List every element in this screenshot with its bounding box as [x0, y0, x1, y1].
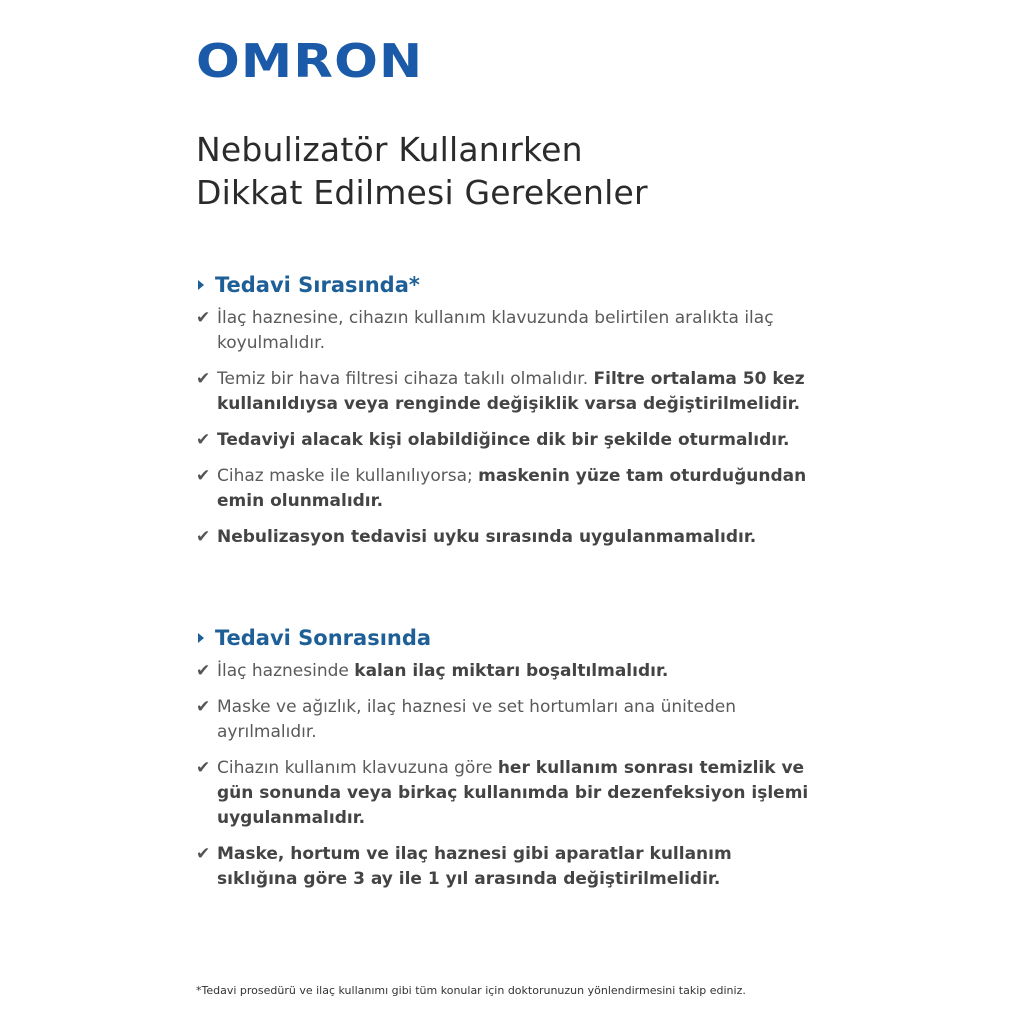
list-item — [196, 842, 836, 892]
item-text-bold: her kullanım sonrası temizlik ve gün sonunda veya birkaç kullanımda bir dezenfeksiyon işlemi uygulanmalıdır. — [217, 758, 809, 828]
section-heading — [196, 625, 836, 651]
item-text-normal: İlaç haznesine, cihazın kullanım klavuzunda belirtilen aralıkta ilaç koyulmalıdır. — [217, 308, 774, 353]
checkmark-icon: ✔ — [196, 308, 211, 328]
checkmark-icon: ✔ — [196, 661, 211, 681]
section-heading-label: Tedavi Sonrasında — [215, 626, 432, 650]
section-during-treatment — [196, 272, 836, 561]
checkmark-icon: ✔ — [196, 430, 211, 450]
omron-logo: OMRON — [196, 34, 424, 88]
title-line-2: Dikkat Edilmesi Gerekenler — [196, 173, 648, 212]
checkmark-icon: ✔ — [196, 527, 211, 547]
list-item — [196, 695, 836, 745]
checkmark-icon: ✔ — [196, 369, 211, 389]
checkmark-icon: ✔ — [196, 466, 211, 486]
checkmark-icon: ✔ — [196, 844, 211, 864]
list-item — [196, 756, 836, 831]
item-text-normal: İlaç haznesinde — [217, 661, 355, 681]
title-line-1: Nebulizatör Kullanırken — [196, 130, 583, 169]
item-text-normal: Cihazın kullanım klavuzuna göre — [217, 758, 498, 778]
caret-right-icon — [198, 633, 204, 643]
caret-right-icon — [198, 280, 204, 290]
footnote: *Tedavi prosedürü ve ilaç kullanımı gibi tüm konular için doktorunuzun yönlendirmesini takip ediniz. — [196, 984, 746, 997]
item-text-bold: Tedaviyi alacak kişi olabildiğince dik bir şekilde oturmalıdır. — [217, 430, 790, 450]
item-text-bold: Maske, hortum ve ilaç haznesi gibi aparatlar kullanım sıklığına göre 3 ay ile 1 yıl arasında değiştirilmelidir. — [217, 844, 732, 889]
list-item — [196, 659, 836, 684]
list-item — [196, 464, 836, 514]
page-title — [196, 128, 648, 214]
checkmark-icon: ✔ — [196, 758, 211, 778]
item-text-bold: Nebulizasyon tedavisi uyku sırasında uygulanmamalıdır. — [217, 527, 757, 547]
item-text-bold: Filtre ortalama 50 kez kullanıldıysa veya renginde değişiklik varsa değiştirilmelidir. — [217, 369, 805, 414]
item-text-normal: Cihaz maske ile kullanılıyorsa; — [217, 466, 479, 486]
section-heading-label: Tedavi Sırasında* — [215, 273, 420, 297]
section-heading — [196, 272, 836, 298]
section-after-treatment — [196, 625, 836, 903]
list-item — [196, 367, 836, 417]
checkmark-icon: ✔ — [196, 697, 211, 717]
list-item — [196, 428, 836, 453]
item-text-bold: kalan ilaç miktarı boşaltılmalıdır. — [354, 661, 669, 681]
item-text-normal: Maske ve ağızlık, ilaç haznesi ve set hortumları ana üniteden ayrılmalıdır. — [217, 697, 737, 742]
item-text-normal: Temiz bir hava filtresi cihaza takılı olmalıdır. — [217, 369, 594, 389]
list-item — [196, 306, 836, 356]
item-text-bold: maskenin yüze tam oturduğundan emin olunmalıdır. — [217, 466, 807, 511]
list-item — [196, 525, 836, 550]
